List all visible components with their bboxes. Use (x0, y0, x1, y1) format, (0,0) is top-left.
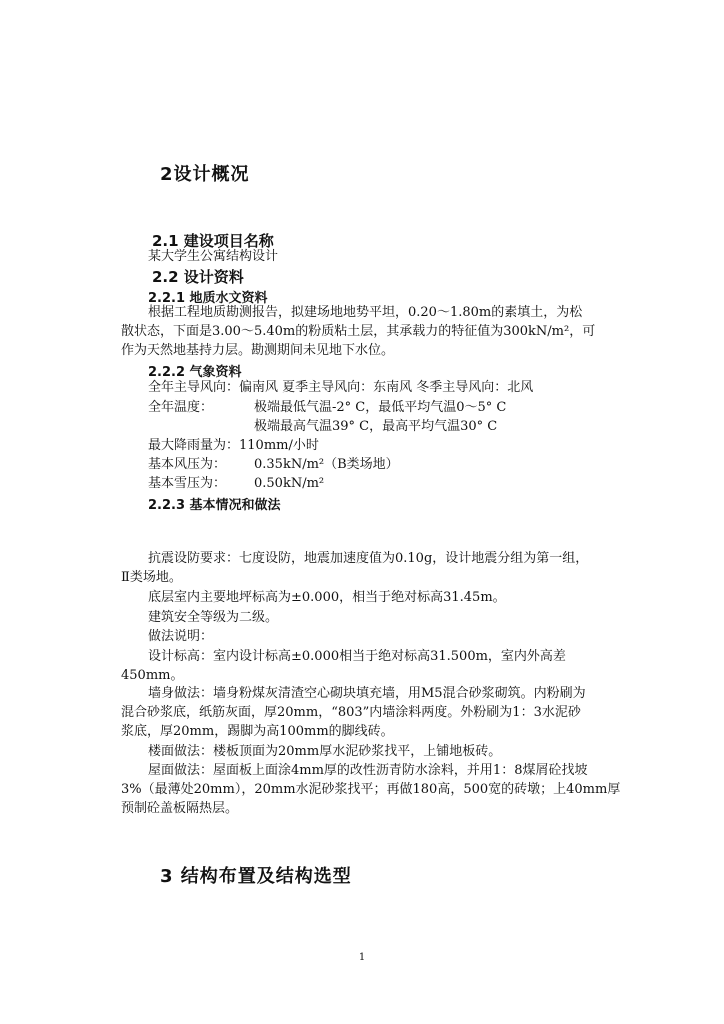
snow-pressure-value: 0.50kN/m² (254, 476, 325, 491)
section-2-2-2-heading: 2.2.2 气象资料 (148, 365, 242, 380)
section-2-2-1-heading: 2.2.1 地质水文资料 (148, 291, 268, 306)
temperature-low: 极端最低气温-2° C，最低平均气温0～5° C (254, 400, 507, 415)
temperature-high: 极端最高气温39° C，最高平均气温30° C (254, 419, 498, 434)
page-number: 1 (358, 952, 366, 963)
section-2-heading: 2设计概况 (160, 164, 250, 185)
rainfall-row (148, 437, 319, 455)
section-2-2-3-heading: 2.2.3 基本情况和做法 (148, 498, 281, 513)
wind-pressure-value: 0.35kN/m²（B类场地） (254, 457, 399, 472)
safety-grade: 建筑安全等级为二级。 (148, 610, 279, 625)
section-2-1-heading: 2.1 建设项目名称 (152, 232, 274, 250)
seismic-line-2: Ⅱ类场地。 (121, 570, 182, 585)
design-elevation-line-1: 设计标高：室内设计标高±0.000相当于绝对标高31.500m，室内外高差 (148, 649, 566, 664)
roof-line-2: 3%（最薄处20mm），20mm水泥砂浆找平；再做180高，500宽的砖墩；上40mm厚 (121, 782, 621, 797)
temperature-row-2 (148, 418, 497, 436)
design-elevation-line-2: 450mm。 (121, 668, 184, 683)
temperature-label: 全年温度： (148, 400, 214, 415)
temperature-row-1 (148, 399, 506, 417)
seismic-line-1: 抗震设防要求：七度设防，地震加速度值为0.10g，设计地震分组为第一组， (148, 551, 589, 566)
floor-method: 楼面做法：楼板顶面为20mm厚水泥砂浆找平，上铺地板砖。 (148, 744, 502, 759)
rainfall-label: 最大降雨量为： (148, 438, 240, 453)
wall-line-1: 墙身做法：墙身粉煤灰清渣空心砌块填充墙，用M5混合砂浆砌筑。内粉刷为 (148, 686, 586, 701)
geology-line-1: 根据工程地质勘测报告，拟建场地地势平坦，0.20～1.80m的素填土，为松 (148, 305, 583, 320)
geology-line-2: 散状态，下面是3.00～5.40m的粉质粘土层，其承载力的特征值为300kN/m²，可 (121, 324, 596, 339)
roof-line-1: 屋面做法：屋面板上面涂4mm厚的改性沥青防水涂料，并用1：8煤屑砼找坡 (148, 763, 588, 778)
wall-line-2: 混合砂浆底，纸筋灰面，厚20mm，“803”内墙涂料两度。外粉刷为1：3水泥砂 (121, 705, 581, 720)
method-title: 做法说明： (148, 629, 214, 644)
roof-line-3: 预制砼盖板隔热层。 (121, 801, 239, 816)
section-2-2-heading: 2.2 设计资料 (152, 268, 244, 286)
floor-elevation: 底层室内主要地坪标高为±0.000，相当于绝对标高31.45m。 (148, 590, 506, 605)
rainfall-value: 110mm/小时 (239, 438, 319, 453)
wind-pressure-row (148, 456, 399, 474)
project-name: 某大学生公寓结构设计 (148, 249, 279, 264)
wind-pressure-label: 基本风压为： (148, 457, 227, 472)
geology-line-3: 作为天然地基持力层。勘测期间未见地下水位。 (121, 343, 395, 358)
wall-line-3: 浆底，厚20mm，踢脚为高100mm的脚线砖。 (121, 724, 394, 739)
wind-direction: 全年主导风向：偏南风 夏季主导风向：东南风 冬季主导风向：北风 (148, 380, 534, 395)
section-3-heading: 3 结构布置及结构选型 (160, 866, 352, 887)
snow-pressure-row (148, 475, 324, 493)
snow-pressure-label: 基本雪压为： (148, 476, 227, 491)
